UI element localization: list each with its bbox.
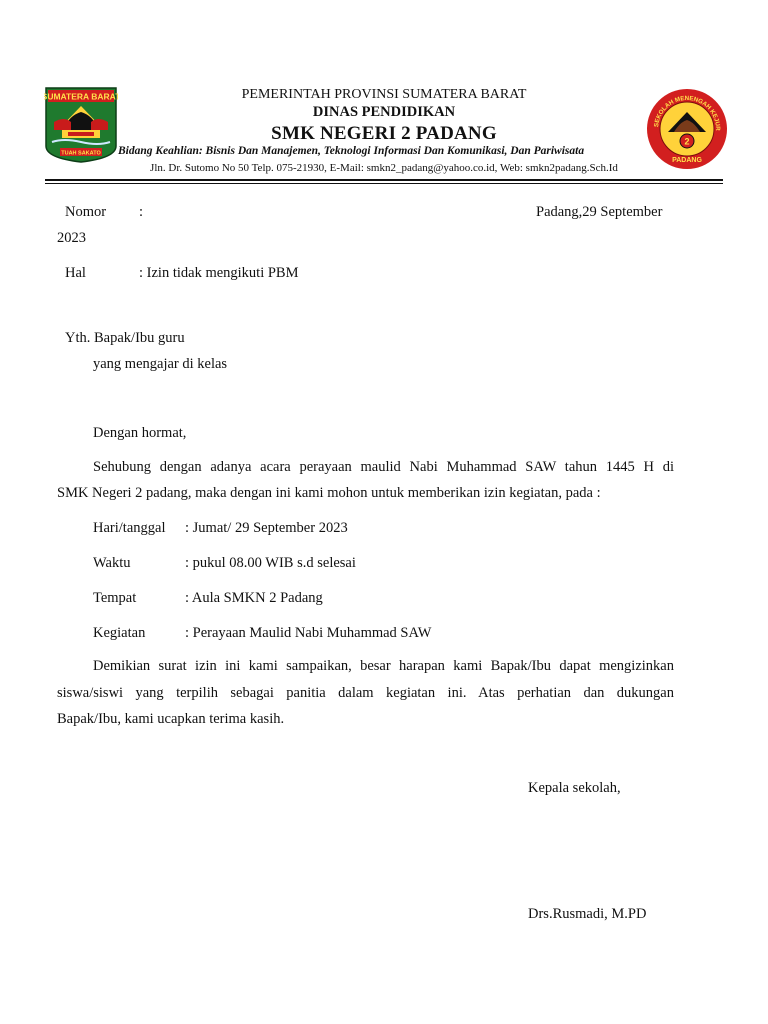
nomor-separator: : <box>139 204 144 220</box>
place-date-year: 2023 <box>57 230 86 246</box>
hal-label: Hal <box>65 265 86 281</box>
recipient-line-2: yang mengajar di kelas <box>93 356 228 372</box>
kop-divider-thick <box>45 179 723 181</box>
kop-government-line: PEMERINTAH PROVINSI SUMATERA BARAT <box>241 87 527 102</box>
kop-divider-thin <box>45 183 723 184</box>
svg-text:TUAH SAKATO: TUAH SAKATO <box>61 150 101 157</box>
paragraph-1-line-1: Sehubung dengan adanya acara perayaan maulid Nabi Muhammad SAW tahun 1445 H di <box>93 459 674 475</box>
kop-field-line: Bidang Keahlian: Bisnis Dan Manajemen, Teknologi Informasi Dan Komunikasi, Dan Pariwisata <box>118 145 585 157</box>
paragraph-2-line-1: Demikian surat izin ini kami sampaikan, besar harapan kami Bapak/Ibu dapat mengizinkan <box>93 658 674 674</box>
recipient-line-1: Yth. Bapak/Ibu guru <box>65 330 185 346</box>
signature-title: Kepala sekolah, <box>528 780 621 796</box>
svg-text:SEKOLAH MENENGAH KEJURUAN NEGE: SEKOLAH MENENGAH KEJUR <box>653 94 722 131</box>
detail-label-date: Hari/tanggal <box>93 520 166 536</box>
paragraph-2-line-3: Bapak/Ibu, kami ucapkan terima kasih. <box>57 711 285 727</box>
kop-department-line: DINAS PENDIDIKAN <box>312 104 456 120</box>
place-date: Padang,29 September <box>536 204 663 220</box>
detail-label-place: Tempat <box>93 590 137 606</box>
kop-address-line: Jln. Dr. Sutomo No 50 Telp. 075-21930, E-Mail: smkn2_padang@yahoo.co.id, Web: smkn2padang.Sch.Id <box>150 162 618 174</box>
detail-label-time: Waktu <box>93 555 131 571</box>
svg-text:2: 2 <box>684 136 690 147</box>
nomor-label: Nomor <box>65 204 107 220</box>
paragraph-1-line-2: SMK Negeri 2 padang, maka dengan ini kami mohon untuk memberikan izin kegiatan, pada : <box>57 485 601 501</box>
detail-label-activity: Kegiatan <box>93 625 146 641</box>
hal-value: : Izin tidak mengikuti PBM <box>139 265 299 281</box>
svg-text:SUMATERA BARAT: SUMATERA BARAT <box>44 91 118 102</box>
detail-value-date: : Jumat/ 29 September 2023 <box>185 520 348 536</box>
detail-value-activity: : Perayaan Maulid Nabi Muhammad SAW <box>185 625 432 641</box>
detail-value-time: : pukul 08.00 WIB s.d selesai <box>185 555 356 571</box>
signature-name: Drs.Rusmadi, M.PD <box>528 906 647 922</box>
kop-school-name: SMK NEGERI 2 PADANG <box>271 123 497 144</box>
paragraph-2-line-2: siswa/siswi yang terpilih sebagai panitia dalam kegiatan ini. Atas perhatian dan dukungan <box>57 685 674 701</box>
svg-text:PADANG: PADANG <box>672 157 702 164</box>
greeting: Dengan hormat, <box>93 425 187 441</box>
detail-value-place: : Aula SMKN 2 Padang <box>185 590 323 606</box>
